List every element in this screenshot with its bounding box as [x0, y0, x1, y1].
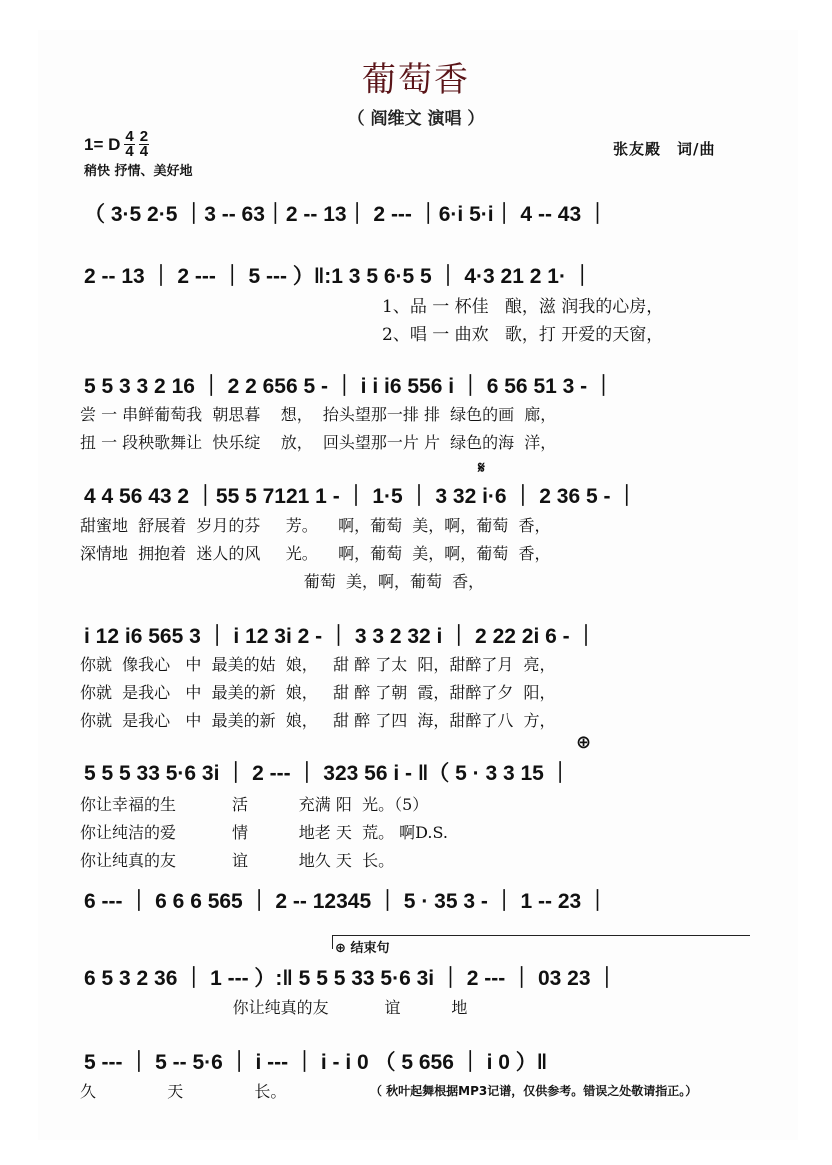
time-signature-1: $\frac{4}{4}$	[125, 128, 134, 160]
tempo-marking: 稍快 抒情、美好地	[84, 164, 193, 179]
lyric-row-5-verse-3: 你就 是我心 中 最美的新 娘， 甜 醉 了四 海，甜醉了八 方，	[80, 711, 556, 730]
lyric-row-2-verse-2: 2、唱 一 曲欢 歌，打 开爱的天窗，	[382, 325, 664, 345]
lyric-row-4-verse-2: 深情地 拥抱着 迷人的风 光。 啊，葡萄 美，啊，葡萄 香，	[80, 544, 551, 563]
lyric-row-6-verse-1: 你让幸福的生 活 充满 阳 光。（5）	[80, 795, 429, 814]
notation-row-2: 2 -- 13 ｜ 2 --- ｜ 5 --- ）‖:1 3 5 6·5 5 ｜ 4·3 21 2 1· ｜	[84, 265, 593, 288]
key-tonic: 1= D	[84, 134, 121, 154]
song-title: 葡萄香	[362, 60, 470, 100]
coda-icon: ⊕	[335, 941, 346, 956]
notation-row-7: 6 --- ｜ 6 6 6 565 ｜ 2 -- 12345 ｜ 5 · 35 3 - ｜ 1 -- 23 ｜	[84, 890, 609, 913]
lyric-row-4-verse-3: 葡萄 美，啊，葡萄 香，	[80, 572, 485, 591]
notation-row-5: i 12 i6 565 3 ｜ i 12 3i 2 - ｜ 3 3 2 32 i ｜ 2 22 2i 6 - ｜	[84, 625, 597, 648]
notation-row-1: （ 3·5 2·5 ｜3 -- 63｜2 -- 13｜ 2 --- ｜6·i 5·i｜ 4 -- 43 ｜	[84, 203, 608, 226]
lyric-row-3-verse-2: 扭 一 段秧歌舞让 快乐绽 放， 回头望那一片 片 绿色的海 洋，	[80, 433, 557, 452]
ending-bracket	[332, 935, 750, 936]
lyric-row-6-verse-2: 你让纯洁的爱 情 地老 天 荒。 啊D.S.	[80, 823, 448, 842]
lyric-row-5-verse-2: 你就 是我心 中 最美的新 娘， 甜 醉 了朝 霞，甜醉了夕 阳，	[80, 683, 556, 702]
notation-row-4: 4 4 56 43 2 ｜55 5 7121 1 - ｜ 1·5 ｜ 3 32 i·6 ｜ 2 36 5 - ｜	[84, 485, 638, 508]
lyric-row-4-verse-1: 甜蜜地 舒展着 岁月的芬 芳。 啊，葡萄 美，啊，葡萄 香，	[80, 516, 551, 535]
segno-sign: 𝄋	[478, 458, 485, 477]
notation-row-3: 5 5 3 3 2 16 ｜ 2 2 656 5 - ｜ i i i6 556 i ｜ 6 56 51 3 - ｜	[84, 375, 614, 398]
transcriber-footnote: （ 秋叶起舞根据MP3记谱，仅供参考。错误之处敬请指正。）	[370, 1084, 698, 1098]
notation-row-9: 5 --- ｜ 5 -- 5·6 ｜ i --- ｜ i - i 0 （ 5 656 ｜ i 0 ）‖	[84, 1051, 548, 1074]
time-signature-2: $\frac{2}{4}$	[139, 128, 149, 160]
lyric-row-9: 久 天 长。	[80, 1082, 287, 1101]
notation-row-8: 6 5 3 2 36 ｜ 1 --- ）:‖ 5 5 5 33 5·6 3i ｜ 2 --- ｜ 03 23 ｜	[84, 967, 618, 990]
lyric-row-3-verse-1: 尝 一 串鲜葡萄我 朝思暮 想， 抬头望那一排 排 绿色的画 廊，	[80, 405, 557, 424]
composer-credit: 张友殿 词/曲	[613, 140, 716, 158]
lyric-row-8: 你让纯真的友 谊 地	[80, 998, 468, 1017]
coda-sign: ⊕	[576, 732, 592, 753]
key-signature	[84, 130, 149, 159]
ending-label: ⊕ 结束句	[335, 941, 390, 956]
lyric-row-6-verse-3: 你让纯真的友 谊 地久 天 长。	[80, 851, 395, 870]
lyric-row-5-verse-1: 你就 像我心 中 最美的姑 娘， 甜 醉 了太 阳，甜醉了月 亮，	[80, 655, 556, 674]
notation-row-6: 5 5 5 33 5·6 3i ｜ 2 --- ｜ 323 56 i - ‖（ 5 · 3 3 15 ｜	[84, 762, 571, 785]
lyric-row-2-verse-1: 1、品 一 杯佳 酿，滋 润我的心房，	[382, 297, 664, 317]
singer-credit: （ 阎维文 演唱 ）	[347, 109, 485, 129]
